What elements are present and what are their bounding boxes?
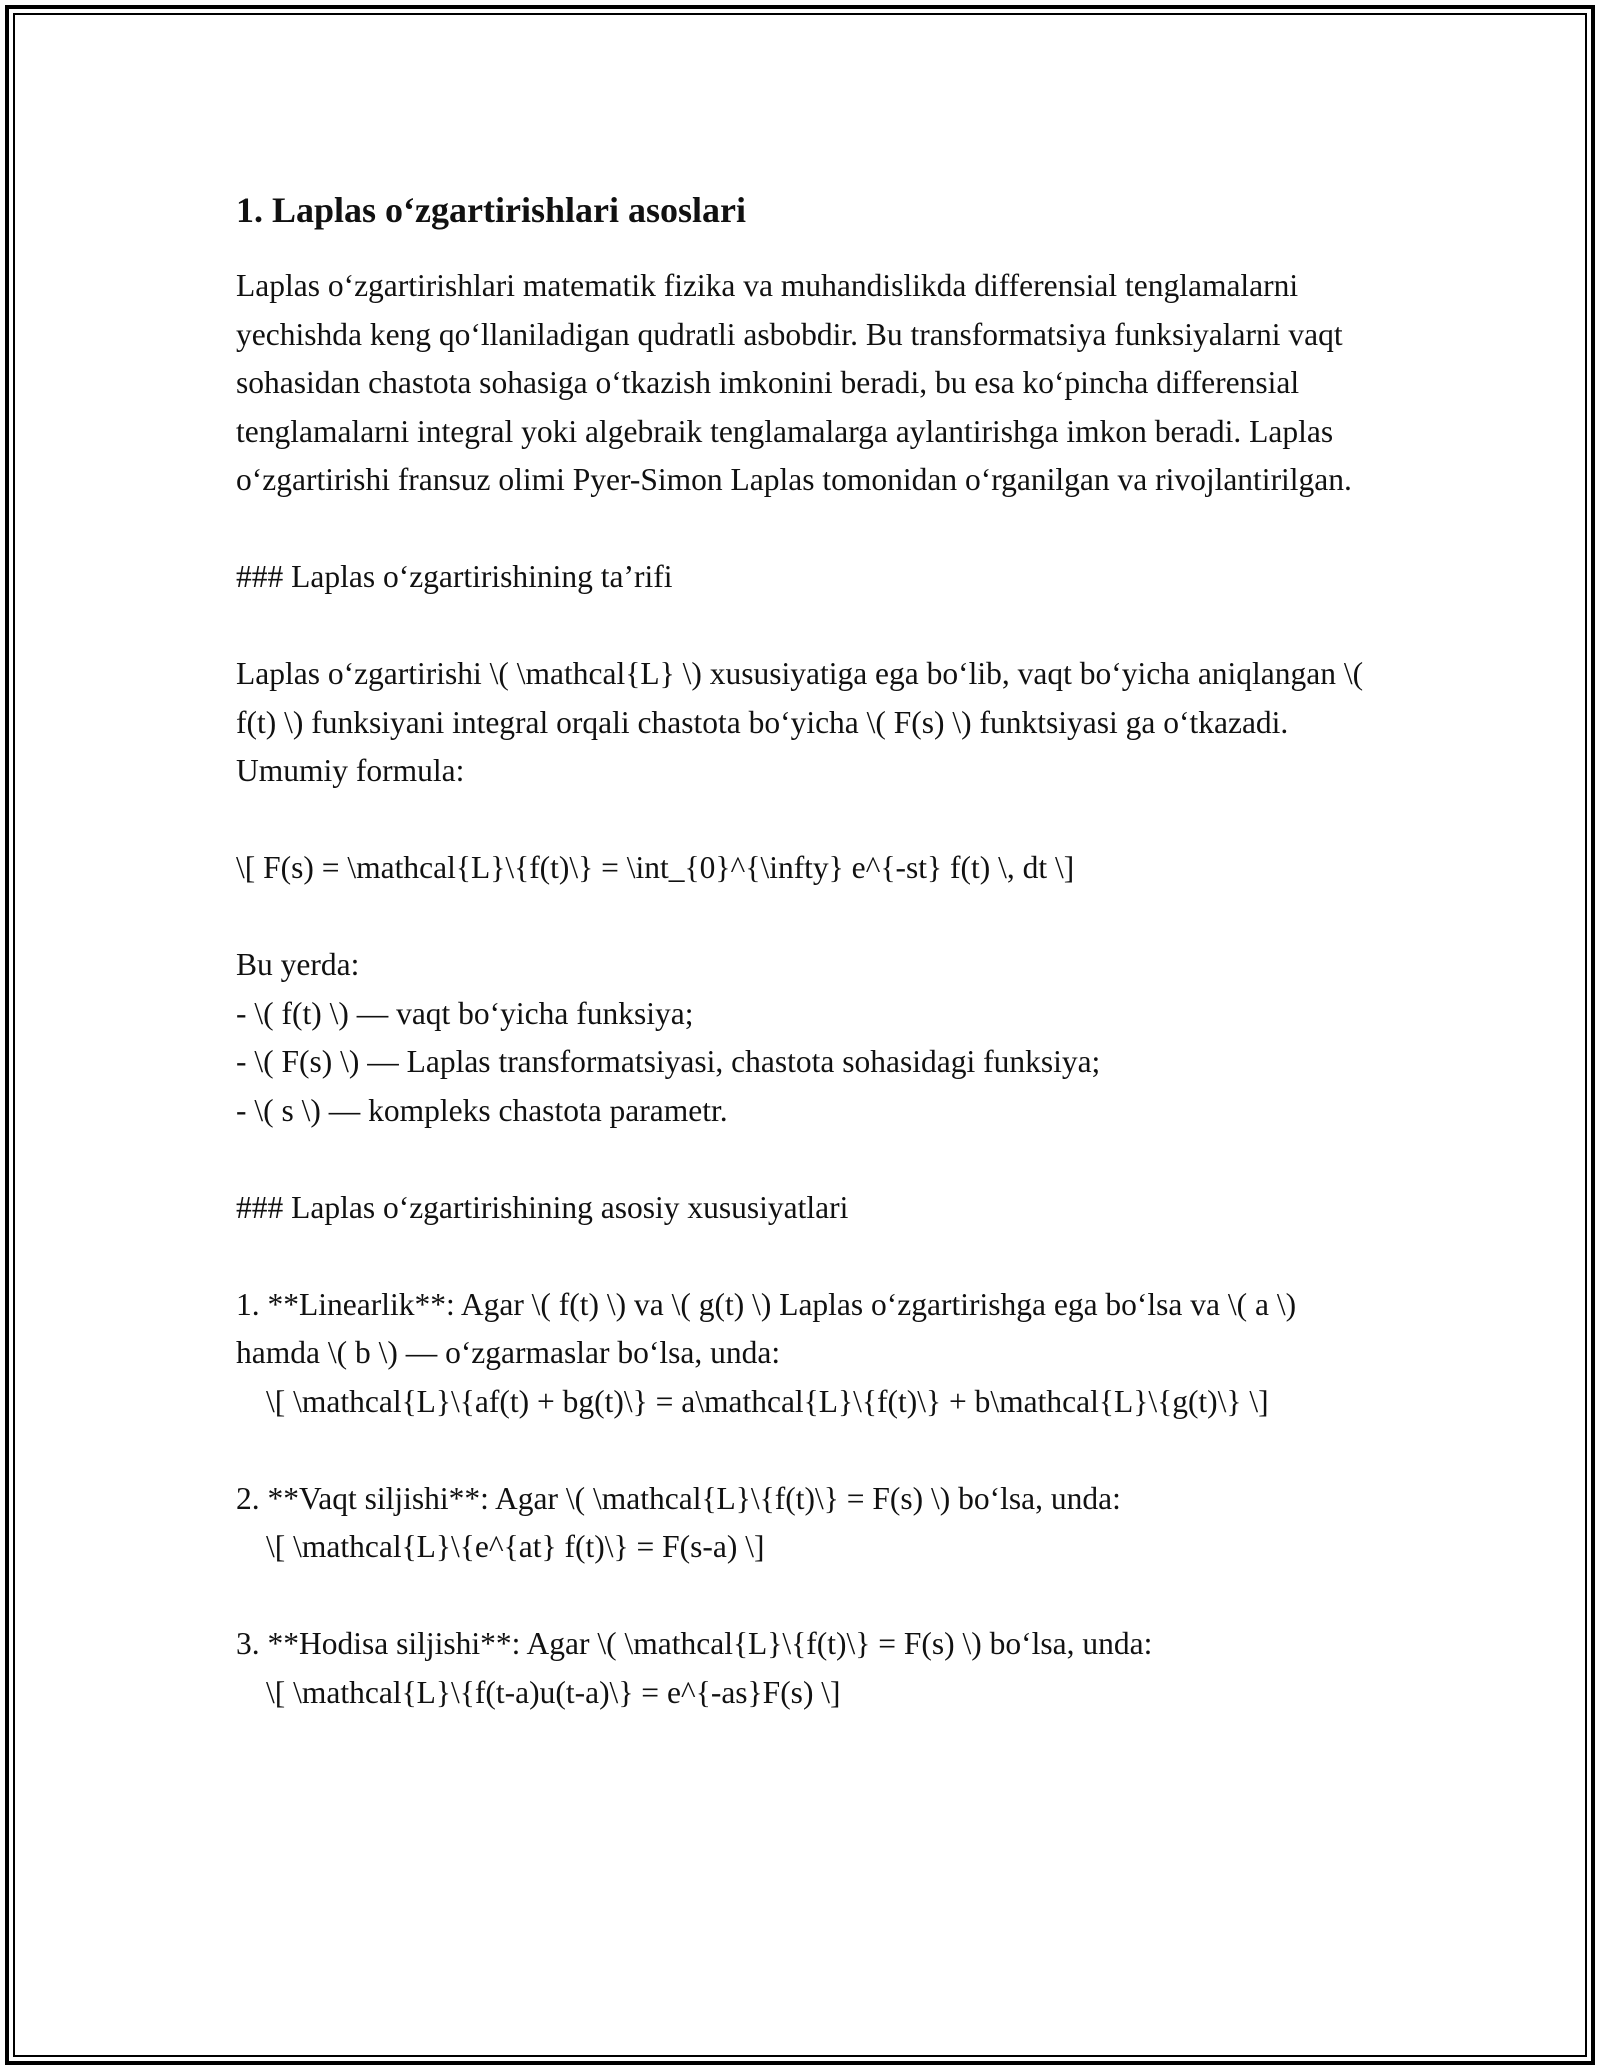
spacer: [236, 1572, 1366, 1621]
definition-heading: ### Laplas o‘zgartirishining ta’rifi: [236, 559, 673, 594]
spacer: [236, 1426, 1366, 1475]
where-item: - \( f(t) \) — vaqt bo‘yicha funksiya;: [236, 995, 694, 1031]
where-label: Bu yerda:: [236, 947, 360, 982]
main-formula: \[ F(s) = \mathcal{L}\{f(t)\} = \int_{0}^{\infty} e^{-st} f(t) \, dt \]: [236, 850, 1075, 885]
spacer: [236, 893, 1366, 942]
property-time-shift-formula: \[ \mathcal{L}\{e^{at} f(t)\} = F(s-a) \]: [266, 1529, 765, 1564]
property-event-shift-formula: \[ \mathcal{L}\{f(t-a)u(t-a)\} = e^{-as}F(s) \]: [266, 1674, 841, 1710]
definition-paragraph: Laplas o‘zgartirishi \( \mathcal{L} \) xususiyatiga ega bo‘lib, vaqt bo‘yicha aniqlangan \( f(t) \) funksiyani integral orqali chastota bo‘yicha \( F(s) \) funktsiyasi ga o‘tkazadi. Umumiy formula:: [236, 656, 1364, 788]
properties-heading: ### Laplas o‘zgartirishining asosiy xususiyatlari: [236, 1189, 849, 1225]
spacer: [236, 796, 1366, 845]
section-title: 1. Laplas o‘zgartirishlari asoslari: [236, 190, 746, 230]
intro-paragraph: Laplas o‘zgartirishlari matematik fizika va muhandislikda differensial tenglamalarni yechishda keng qo‘llaniladigan qudratli asbobdir. Bu transformatsiya funksiyalarni vaqt sohasidan chastota sohasiga o‘tkazish imkonini beradi, bu esa ko‘pincha differensial tenglamalarni integral yoki algebraik tenglamalarga aylantirishga imkon beradi. Laplas o‘zgartirishi fransuz olimi Pyer-Simon Laplas tomonidan o‘rganilgan va rivojlantirilgan.: [236, 268, 1352, 497]
spacer: [236, 505, 1366, 554]
property-linearity-text: 1. **Linearlik**: Agar \( f(t) \) va \( g(t) \) Laplas o‘zgartirishga ega bo‘lsa va \( a \) hamda \( b \) — o‘zgarmaslar bo‘lsa, unda:: [236, 1286, 1297, 1370]
property-time-shift-text: 2. **Vaqt siljishi**: Agar \( \mathcal{L}\{f(t)\} = F(s) \) bo‘lsa, unda:: [236, 1480, 1121, 1516]
property-event-shift-text: 3. **Hodisa siljishi**: Agar \( \mathcal{L}\{f(t)\} = F(s) \) bo‘lsa, unda:: [236, 1626, 1153, 1661]
spacer: [236, 1135, 1366, 1184]
property-linearity-formula: \[ \mathcal{L}\{af(t) + bg(t)\} = a\mathcal{L}\{f(t)\} + b\mathcal{L}\{g(t)\} \]: [266, 1383, 1269, 1419]
spacer: [236, 1232, 1366, 1281]
document-body: [236, 186, 1366, 1717]
where-item: - \( F(s) \) — Laplas transformatsiyasi, chastota sohasidagi funksiya;: [236, 1044, 1101, 1079]
where-item: - \( s \) — kompleks chastota parametr.: [236, 1092, 728, 1128]
spacer: [236, 602, 1366, 651]
